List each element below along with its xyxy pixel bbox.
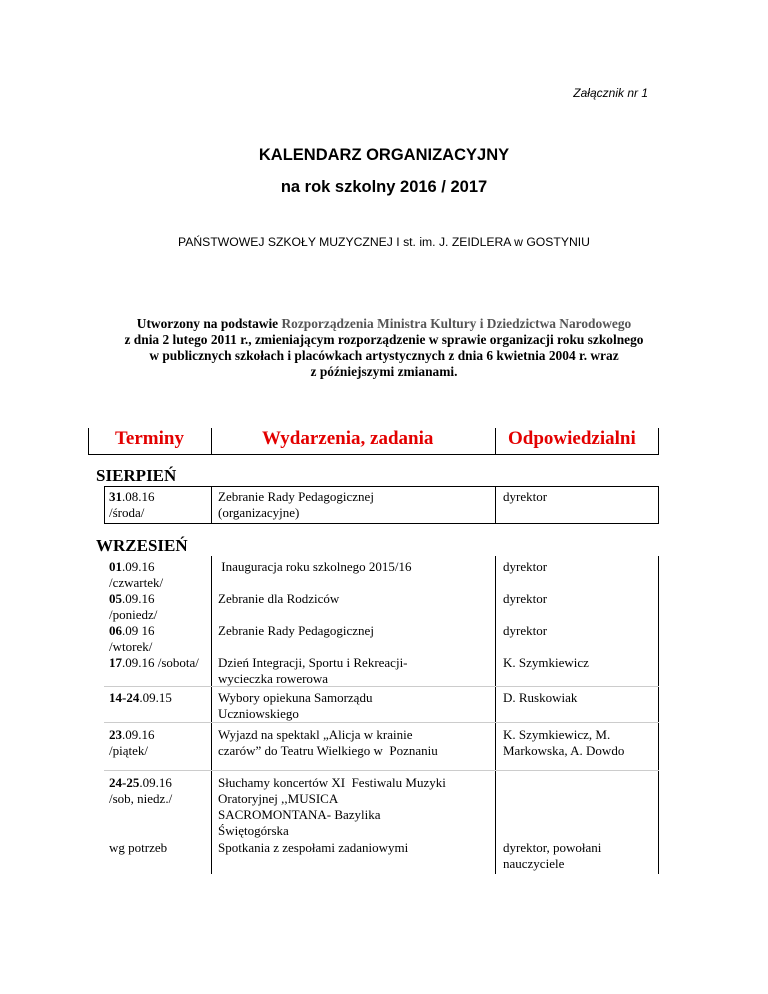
sep-border-2 (495, 556, 496, 874)
header-odpowiedzialni: Odpowiedzialni (508, 428, 636, 449)
legal-line1a: Utworzony na podstawie (136, 316, 282, 331)
header-wydarzenia: Wydarzenia, zadania (262, 428, 434, 449)
legal-line2: z dnia 2 lutego 2011 r., zmieniającym rozporządzenie w sprawie organizacji roku szkolnego (124, 332, 644, 347)
row5-resp: K. Szymkiewicz (503, 655, 589, 670)
row-border-bottom (104, 523, 659, 524)
row4-event: Zebranie Rady Pedagogicznej (218, 623, 374, 638)
legal-line3a: w publicznych szkołach i placówkach artystycznych z dnia (149, 348, 487, 363)
document-title: KALENDARZ ORGANIZACYJNY (258, 146, 510, 164)
row3-resp: dyrektor (503, 591, 548, 606)
row-border-top (104, 486, 659, 487)
row-border-left (104, 486, 105, 524)
document-subtitle: na rok szkolny 2016 / 2017 (280, 178, 488, 196)
row6-event: Wybory opiekuna Samorządu Uczniowskiego (218, 690, 373, 721)
row5-date: 17.09.16 /sobota/ (109, 655, 199, 670)
month-august: SIERPIEŃ (96, 466, 177, 485)
row8-date: 24-25.09.16 /sob, niedz./ (109, 775, 173, 806)
row1-date: 31.08.16 /środa/ (109, 489, 155, 520)
month-september: WRZESIEŃ (96, 536, 188, 555)
legal-line1b: Rozporządzenia Ministra Kultury i Dziedzictwa Narodowego (281, 316, 632, 331)
row1-resp: dyrektor (503, 489, 548, 504)
sep-border-right (658, 556, 659, 874)
row9-event: Spotkania z zespołami zadaniowymi (218, 840, 409, 855)
row7-event: Wyjazd na spektakl „Alicja w krainie czarów” do Teatru Wielkiego w Poznaniu (218, 727, 438, 758)
row-border-2 (495, 486, 496, 524)
row3-date: 05.09.16 /poniedz/ (109, 591, 158, 622)
row6-resp: D. Ruskowiak (503, 690, 578, 705)
row2-date: 01.09.16 /czwartek/ (109, 559, 164, 590)
header-border-left (88, 428, 89, 454)
legal-basis (60, 316, 708, 380)
row4-date: 06.09 16 /wtorek/ (109, 623, 155, 654)
row4-resp: dyrektor (503, 623, 548, 638)
header-border-right (658, 428, 659, 454)
row6-date: 14-24.09.15 (109, 690, 172, 705)
annex-label: Załącznik nr 1 (573, 86, 648, 100)
row9-date: wg potrzeb (109, 840, 168, 855)
legal-line4: z późniejszymi zmianami. (310, 364, 458, 379)
header-border-1 (211, 428, 212, 454)
row2-resp: dyrektor (503, 559, 548, 574)
sep-border-1 (211, 556, 212, 874)
row-border-1 (211, 486, 212, 524)
row2-event: Inauguracja roku szkolnego 2015/16 (218, 559, 412, 574)
header-border-2 (495, 428, 496, 454)
sep-row-divider-3 (104, 770, 659, 771)
row7-resp: K. Szymkiewicz, M. Markowska, A. Dowdo (503, 727, 625, 758)
row8-event: Słuchamy koncertów XI Festiwalu Muzyki Oratoryjnej ,,MUSICA SACROMONTANA- Bazylika Świętogórska (218, 775, 446, 838)
row1-event: Zebranie Rady Pedagogicznej (organizacyjne) (218, 489, 374, 520)
row9-resp: dyrektor, powołani nauczyciele (503, 840, 602, 871)
sep-row-divider-2 (104, 722, 659, 723)
header-terminy: Terminy (115, 428, 184, 449)
row-border-right (658, 486, 659, 524)
legal-line3b: 6 kwietnia 2004 r. wraz (486, 348, 619, 363)
row3-event: Zebranie dla Rodziców (218, 591, 340, 606)
school-name: PAŃSTWOWEJ SZKOŁY MUZYCZNEJ I st. im. J. ZEIDLERA w GOSTYNIU (178, 235, 590, 249)
row7-date: 23.09.16 /piątek/ (109, 727, 155, 758)
row5-event: Dzień Integracji, Sportu i Rekreacji- wycieczka rowerowa (218, 655, 408, 686)
